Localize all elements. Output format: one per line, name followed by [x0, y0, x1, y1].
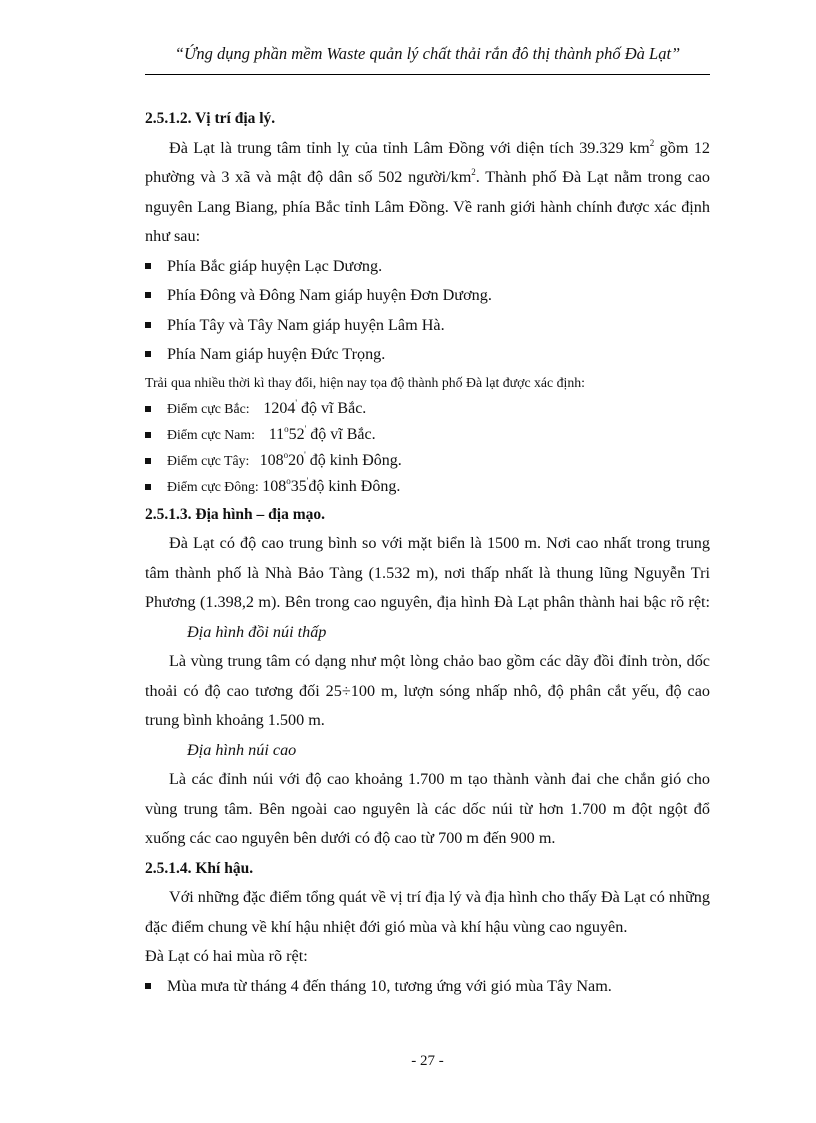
section-heading-terrain: 2.5.1.3. Địa hình – địa mạo. — [145, 505, 326, 523]
bullet-square-icon — [145, 406, 151, 412]
paragraph-line: Đà Lạt là trung tâm tỉnh lỵ của tỉnh Lâm Đồng với diện tích 39.329 $km^2$ gồm 12 — [169, 137, 711, 157]
coordinate-item: Điểm cực Bắc: 1204' độ vĩ Bắc. — [145, 396, 710, 422]
bullet-square-icon — [145, 484, 151, 490]
paragraph-line: Là vùng trung tâm có dạng như một lòng chảo bao gồm các dãy đồi đỉnh tròn, dốc — [169, 652, 710, 670]
paragraph-line: Với những đặc điểm tổng quát về vị trí địa lý và địa hình cho thấy Đà Lạt có những — [169, 888, 710, 906]
paragraph-line: như sau: — [145, 227, 201, 245]
page-content — [145, 104, 710, 1001]
paragraph-line: Là các đỉnh núi với độ cao khoảng 1.700 m tạo thành vành đai che chắn gió cho — [169, 770, 710, 788]
paragraph-line: trung bình khoảng 1.500 m. — [145, 711, 325, 729]
paragraph-line: phường và 3 xã và mật độ dân số 502 người/$km^2$. Thành phố Đà Lạt nằm trong cao — [145, 167, 710, 186]
paragraph-line: xuống các cao nguyên bên dưới có độ cao từ 700 m đến 900 m. — [145, 829, 556, 847]
header-rule — [145, 74, 710, 75]
paragraph-line: thoải có độ cao tương đối 25÷100 m, lượn sóng nhấp nhô, độ phân cắt yếu, độ cao — [145, 681, 710, 700]
section-heading-location: 2.5.1.2. Vị trí địa lý. — [145, 110, 276, 127]
coordinate-item: Điểm cực Đông: 108$^o$35'độ kinh Đông. — [145, 474, 710, 500]
page-number: - 27 - — [411, 1053, 444, 1069]
paragraph-line: Đà Lạt có hai mùa rõ rệt: — [145, 947, 308, 965]
bullet-square-icon — [145, 432, 151, 438]
subheading-high-mountains: Địa hình núi cao — [187, 740, 297, 759]
paragraph-line: Phương (1.398,2 m). Bên trong cao nguyên, địa hình Đà Lạt phân thành hai bậc rõ rệt: — [145, 593, 710, 611]
bullet-square-icon — [145, 983, 151, 989]
list-item: Mùa mưa từ tháng 4 đến tháng 10, tương ứng với gió mùa Tây Nam. — [145, 972, 710, 1002]
coordinate-item: Điểm cực Nam: 11$^o$52' độ vĩ Bắc. — [145, 422, 710, 448]
bullet-square-icon — [145, 292, 151, 298]
paragraph-line: Đà Lạt có độ cao trung bình so với mặt biển là 1500 m. Nơi cao nhất trong trung — [169, 534, 710, 552]
running-header: “Ứng dụng phần mềm Waste quản lý chất thải rắn đô thị thành phố Đà Lạt” — [174, 44, 681, 63]
list-item: Phía Nam giáp huyện Đức Trọng. — [145, 340, 710, 370]
bullet-square-icon — [145, 351, 151, 357]
list-item: Phía Tây và Tây Nam giáp huyện Lâm Hà. — [145, 311, 710, 341]
bullet-square-icon — [145, 322, 151, 328]
list-item: Phía Đông và Đông Nam giáp huyện Đơn Dương. — [145, 281, 710, 311]
paragraph-line: tâm thành phố là Nhà Bảo Tàng (1.532 m), nơi thấp nhất là thung lũng Nguyễn Tri — [145, 563, 710, 582]
paragraph-line: đặc điểm chung về khí hậu nhiệt đới gió mùa và khí hậu vùng cao nguyên. — [145, 917, 628, 936]
coordinate-item: Điểm cực Tây: 108$^o$20' độ kinh Đông. — [145, 448, 710, 474]
paragraph-line: vùng trung tâm. Bên ngoài cao nguyên là các dốc núi từ hơn 1.700 m đột ngột đổ — [145, 799, 710, 818]
bullet-square-icon — [145, 263, 151, 269]
section-heading-climate: 2.5.1.4. Khí hậu. — [145, 859, 254, 877]
paragraph-line: nguyên Lang Biang, phía Bắc tỉnh Lâm Đồng. Về ranh giới hành chính được xác định — [145, 197, 710, 216]
coordinate-intro: Trải qua nhiều thời kì thay đổi, hiện nay tọa độ thành phố Đà lạt được xác định: — [145, 374, 585, 390]
bullet-square-icon — [145, 458, 151, 464]
subheading-low-hills: Địa hình đồi núi thấp — [187, 622, 327, 641]
list-item: Phía Bắc giáp huyện Lạc Dương. — [145, 252, 710, 282]
